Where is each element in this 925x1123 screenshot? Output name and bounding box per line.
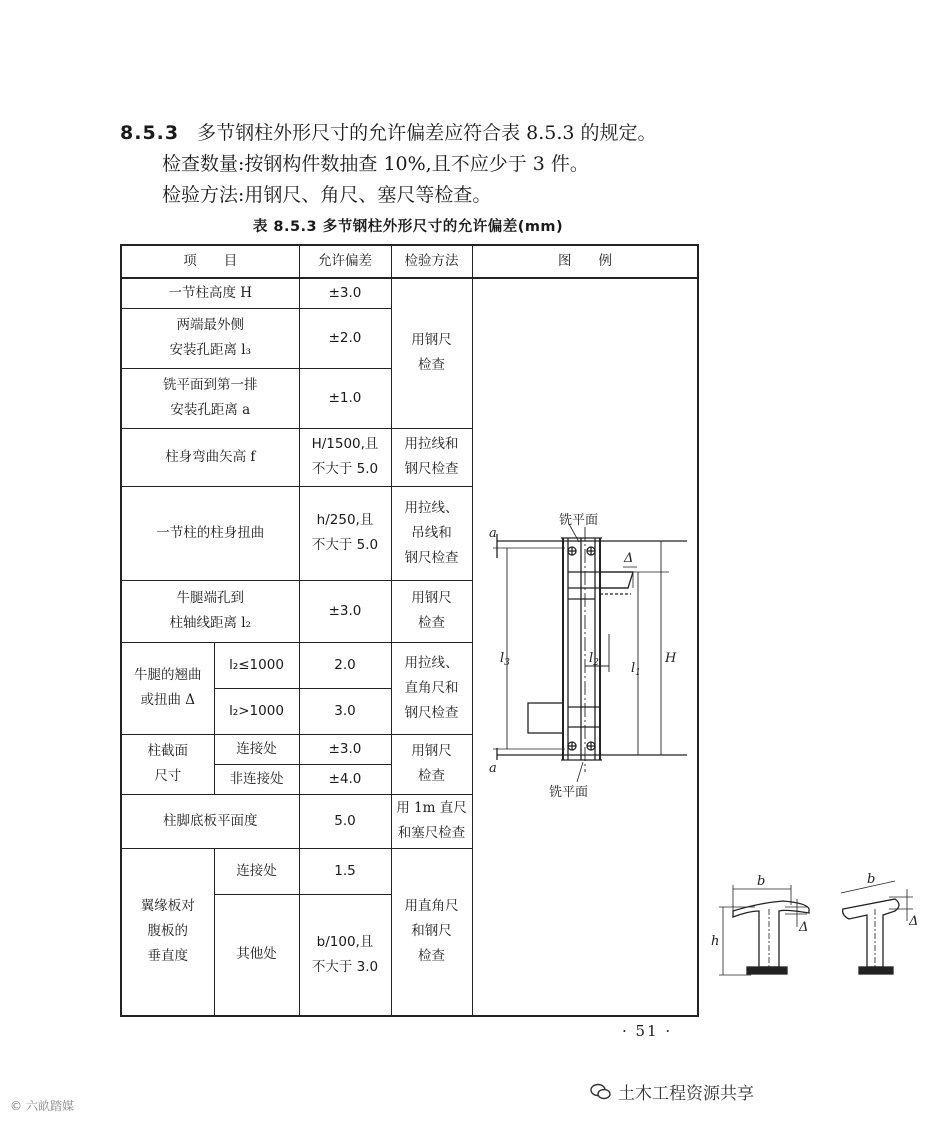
table-row	[121, 278, 698, 308]
dim-l1: $l_1$	[630, 660, 641, 678]
table-header-row	[121, 245, 698, 278]
label-milled-bottom: 铣平面	[548, 784, 588, 800]
tolerance-cell: h/250,且 不大于 5.0	[299, 486, 391, 580]
wechat-icon	[590, 1083, 612, 1101]
dim-H: H	[664, 650, 676, 666]
method-cell: 用拉线、 吊线和 钢尺检查	[391, 486, 472, 580]
tolerance-cell: ±1.0	[299, 368, 391, 428]
subitem-cell: 连接处	[214, 734, 299, 764]
item-cell: 牛腿的翘曲 或扭曲 Δ	[121, 642, 214, 734]
item-cell: 柱截面 尺寸	[121, 734, 214, 794]
item-cell: 一节柱高度 H	[121, 278, 299, 308]
method-cell: 用直角尺 和钢尺 检查	[391, 848, 472, 1016]
item-cell: 翼缘板对 腹板的 垂直度	[121, 848, 214, 1016]
tolerance-cell: ±3.0	[299, 734, 391, 764]
watermark-right-text: 土木工程资源共享	[618, 1084, 754, 1104]
subitem-cell: l₂>1000	[214, 688, 299, 734]
dim-a-top: a	[488, 525, 497, 541]
item-cell: 柱身弯曲矢高 f	[121, 428, 299, 486]
copyright-icon: ©	[10, 1098, 22, 1113]
item-cell: 铣平面到第一排 安装孔距离 a	[121, 368, 299, 428]
tolerance-cell: 5.0	[299, 794, 391, 848]
subitem-cell: 非连接处	[214, 764, 299, 794]
column-diagram	[473, 362, 699, 932]
check-method: 检验方法:用钢尺、角尺、塞尺等检查。	[162, 184, 492, 206]
tolerance-cell: 1.5	[299, 848, 391, 895]
clause-number: 8.5.3	[120, 122, 180, 144]
tolerance-cell: 2.0	[299, 642, 391, 688]
dim-delta: Δ	[623, 550, 633, 566]
label-milled-top: 铣平面	[558, 512, 598, 528]
tolerance-table	[120, 244, 918, 1017]
subitem-cell: 其他处	[214, 895, 299, 1016]
item-cell: 两端最外侧 安装孔距离 l₃	[121, 308, 299, 368]
header-tolerance: 允许偏差	[299, 245, 391, 278]
dim-b-right: b	[866, 871, 875, 887]
clause-8-5-3	[120, 118, 657, 211]
tolerance-cell: H/1500,且 不大于 5.0	[299, 428, 391, 486]
method-line: 检查	[418, 357, 445, 374]
dim-a-bottom: a	[488, 760, 497, 776]
header-method: 检验方法	[391, 245, 472, 278]
dim-delta-left: Δ	[798, 919, 808, 935]
tolerance-cell: 3.0	[299, 688, 391, 734]
item-cell: 一节柱的柱身扭曲	[121, 486, 299, 580]
method-cell: 用 1m 直尺 和塞尺检查	[391, 794, 472, 848]
watermark-left-text: 六畝踏媒	[26, 1099, 75, 1113]
method-cell: 用拉线、 直角尺和 钢尺检查	[391, 642, 472, 734]
method-cell: 用钢尺 检查	[391, 580, 472, 642]
item-cell: 牛腿端孔到 柱轴线距离 l₂	[121, 580, 299, 642]
dim-delta-right: Δ	[908, 913, 918, 929]
flange-diagram	[699, 849, 925, 1015]
tolerance-cell: ±3.0	[299, 580, 391, 642]
page-number: · 51 ·	[622, 1022, 673, 1040]
check-quantity: 检查数量:按钢构件数抽查 10%,且不应少于 3 件。	[162, 153, 589, 175]
tolerance-cell: b/100,且 不大于 3.0	[299, 895, 391, 1016]
header-item: 项 目	[121, 245, 299, 278]
tolerance-cell: ±2.0	[299, 308, 391, 368]
dim-b-left: b	[756, 873, 765, 889]
table-caption: 表 8.5.3 多节钢柱外形尺寸的允许偏差(mm)	[252, 219, 564, 235]
figure-cell-column	[472, 278, 698, 1016]
dim-l3: $l_3$	[499, 650, 510, 668]
clause-text: 多节钢柱外形尺寸的允许偏差应符合表 8.5.3 的规定。	[197, 122, 657, 144]
tolerance-cell: ±4.0	[299, 764, 391, 794]
tolerance-cell: ±3.0	[299, 278, 391, 308]
method-cell: 用拉线和 钢尺检查	[391, 428, 472, 486]
method-cell	[391, 278, 472, 428]
watermark-right	[590, 1079, 754, 1104]
subitem-cell: 连接处	[214, 848, 299, 895]
header-figure: 图 例	[472, 245, 698, 278]
watermark-left	[10, 1097, 74, 1114]
method-line: 用钢尺	[411, 332, 452, 349]
item-cell: 柱脚底板平面度	[121, 794, 299, 848]
subitem-cell: l₂≤1000	[214, 642, 299, 688]
dim-l2: $l_2$	[588, 650, 599, 668]
method-cell: 用钢尺 检查	[391, 734, 472, 794]
dim-h: h	[710, 933, 719, 949]
